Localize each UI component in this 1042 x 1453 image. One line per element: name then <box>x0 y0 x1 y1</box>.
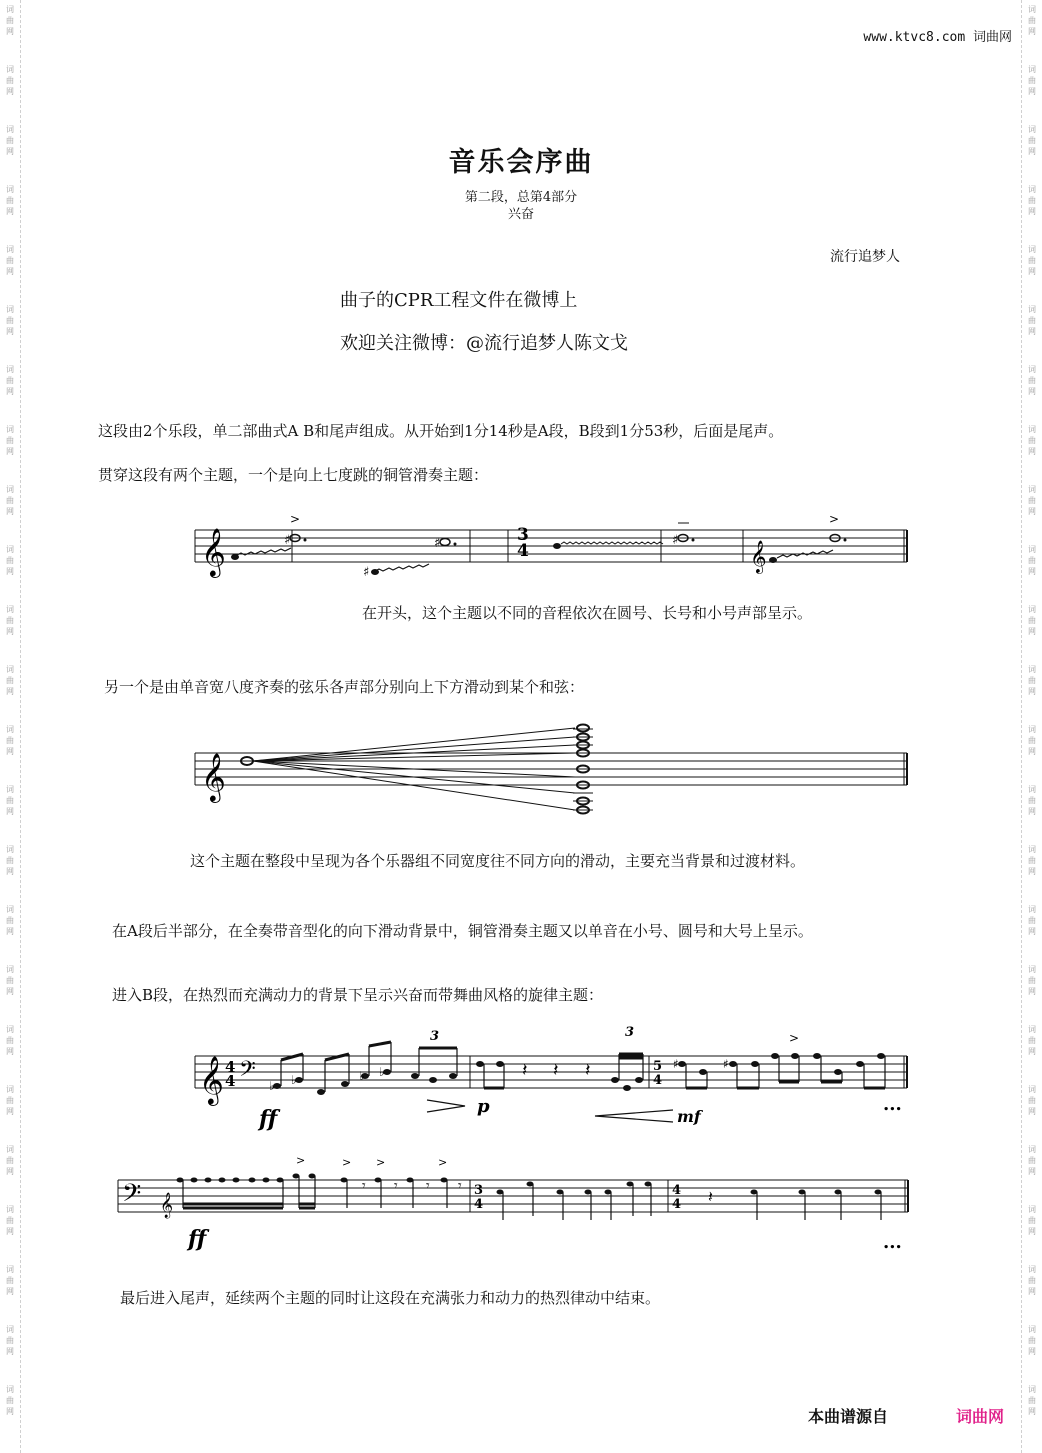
watermark-mark: 词 曲 网 <box>6 1025 14 1056</box>
watermark-mark: 词 曲 网 <box>1028 65 1036 96</box>
svg-text:𝄢: 𝄢 <box>239 1057 256 1087</box>
watermark-mark: 词 曲 网 <box>6 5 14 36</box>
svg-text:♭: ♭ <box>379 1065 385 1079</box>
watermark-mark: 词 曲 网 <box>6 1265 14 1296</box>
svg-text:>: > <box>290 512 301 526</box>
svg-text:𝄽: 𝄽 <box>522 1060 528 1081</box>
watermark-mark: 词 曲 网 <box>1028 485 1036 516</box>
score3-time-bottom: 4 <box>225 1072 236 1090</box>
intro-line-2: 欢迎关注微博：@流行追梦人陈文戈 <box>340 333 628 354</box>
watermark-mark: 词 曲 网 <box>1028 1205 1036 1236</box>
score4-time-top: 3 <box>474 1183 484 1198</box>
score4-dynamic-ff: ff <box>188 1226 207 1252</box>
watermark-mark: 词 曲 网 <box>1028 725 1036 756</box>
svg-text:♭: ♭ <box>291 1073 297 1087</box>
svg-text:♯: ♯ <box>363 565 370 580</box>
svg-text:𝄾: 𝄾 <box>394 1178 398 1194</box>
svg-text:𝄾: 𝄾 <box>362 1178 366 1194</box>
score-b-bass <box>118 1150 913 1265</box>
paragraph-4: 另一个是由单音宽八度齐奏的弦乐各声部分别向上下方滑动到某个和弦： <box>104 678 585 696</box>
svg-text:♯: ♯ <box>673 1057 679 1071</box>
watermark-mark: 词 曲 网 <box>6 785 14 816</box>
watermark-mark: 词 曲 网 <box>6 425 14 456</box>
svg-text:♯: ♯ <box>723 1057 729 1071</box>
svg-text:>: > <box>438 1156 448 1169</box>
score3-dynamic-p: p <box>477 1096 490 1117</box>
watermark-mark: 词 曲 网 <box>1028 305 1036 336</box>
svg-text:𝄽: 𝄽 <box>585 1060 591 1081</box>
watermark-mark: 词 曲 网 <box>6 1085 14 1116</box>
svg-text:>: > <box>789 1031 800 1045</box>
svg-text:𝄾: 𝄾 <box>426 1178 430 1194</box>
svg-text:𝄞: 𝄞 <box>199 1055 224 1104</box>
subtitle-mood: 兴奋 <box>507 207 534 222</box>
svg-text:𝄽: 𝄽 <box>708 1187 713 1206</box>
watermark-mark: 词 曲 网 <box>1028 425 1036 456</box>
score3-triplet-2: 3 <box>625 1025 635 1040</box>
subtitle: 第二段，总第4部分 <box>464 190 578 205</box>
score4-dots: ... <box>883 1232 902 1253</box>
footer-source-label: 本曲谱源自 <box>808 1407 889 1426</box>
watermark-mark: 词 曲 网 <box>1028 5 1036 36</box>
score3-dynamic-ff: ff <box>259 1106 278 1132</box>
paragraph-3: 在开头，这个主题以不同的音程依次在圆号、长号和小号声部呈示。 <box>362 604 813 622</box>
score3-time-top: 4 <box>225 1058 236 1076</box>
watermark-mark: 词 曲 网 <box>1028 125 1036 156</box>
watermark-mark: 词 曲 网 <box>1028 1265 1036 1296</box>
score3-time2-top: 5 <box>653 1059 663 1074</box>
watermark-mark: 词 曲 网 <box>6 1145 14 1176</box>
svg-text:>: > <box>342 1156 352 1169</box>
svg-text:>: > <box>829 512 840 526</box>
watermark-mark: 词 曲 网 <box>6 665 14 696</box>
watermark-mark: 词 曲 网 <box>1028 545 1036 576</box>
watermark-mark: 词 曲 网 <box>1028 605 1036 636</box>
svg-text:𝄾: 𝄾 <box>458 1178 462 1194</box>
svg-text:𝄢: 𝄢 <box>122 1179 142 1214</box>
score-b-theme <box>195 1020 910 1135</box>
watermark-mark: 词 曲 网 <box>6 1325 14 1356</box>
svg-text:>: > <box>376 1156 386 1169</box>
svg-text:♭: ♭ <box>359 1069 365 1083</box>
watermark-mark: 词 曲 网 <box>6 245 14 276</box>
paragraph-5: 这个主题在整段中呈现为各个乐器组不同宽度往不同方向的滑动，主要充当背景和过渡材料。 <box>190 852 806 870</box>
score3-triplet-1: 3 <box>430 1029 440 1044</box>
watermark-mark: 词 曲 网 <box>6 1205 14 1236</box>
svg-text:♯: ♯ <box>434 536 441 551</box>
score-strings-glissando <box>195 715 910 825</box>
score3-dots: ... <box>883 1094 902 1115</box>
svg-text:♯: ♯ <box>672 533 679 548</box>
watermark-mark: 词 曲 网 <box>6 605 14 636</box>
watermark-mark: 词 曲 网 <box>1028 845 1036 876</box>
svg-text:𝄞: 𝄞 <box>750 540 767 573</box>
score3-dynamic-mf: mf <box>677 1107 701 1126</box>
score4-time-bottom: 4 <box>474 1197 484 1212</box>
watermark-mark: 词 曲 网 <box>6 845 14 876</box>
svg-text:>: > <box>296 1154 306 1167</box>
watermark-mark: 词 曲 网 <box>1028 665 1036 696</box>
intro-line-1: 曲子的CPR工程文件在微博上 <box>340 290 578 311</box>
svg-text:𝄞: 𝄞 <box>201 527 226 576</box>
composer: 流行追梦人 <box>830 249 900 265</box>
watermark-mark: 词 曲 网 <box>1028 785 1036 816</box>
watermark-mark: 词 曲 网 <box>1028 1085 1036 1116</box>
watermark-mark: 词 曲 网 <box>6 305 14 336</box>
watermark-mark: 词 曲 网 <box>6 965 14 996</box>
score4-time2-top: 4 <box>672 1183 682 1198</box>
watermark-mark: 词 曲 网 <box>6 185 14 216</box>
watermark-mark: 词 曲 网 <box>1028 1385 1036 1416</box>
watermark-mark: 词 曲 网 <box>1028 245 1036 276</box>
watermark-mark: 词 曲 网 <box>6 365 14 396</box>
svg-text:𝄞: 𝄞 <box>201 752 226 801</box>
paragraph-7: 进入B段，在热烈而充满动力的背景下呈示兴奋而带舞曲风格的旋律主题： <box>112 986 604 1004</box>
watermark-mark: 词 曲 网 <box>6 905 14 936</box>
watermark-mark: 词 曲 网 <box>6 125 14 156</box>
footer-logo[interactable]: 词曲网 <box>956 1407 1005 1426</box>
score4-time2-bottom: 4 <box>672 1197 682 1212</box>
site-header[interactable]: www.ktvc8.com 词曲网 <box>863 30 1012 45</box>
score-brass-glissando <box>195 510 910 590</box>
score1-time-top: 3 <box>517 525 529 545</box>
watermark-mark: 词 曲 网 <box>6 485 14 516</box>
svg-text:𝄞: 𝄞 <box>160 1193 174 1218</box>
watermark-mark: 词 曲 网 <box>1028 905 1036 936</box>
watermark-mark: 词 曲 网 <box>6 725 14 756</box>
watermark-mark: 词 曲 网 <box>6 545 14 576</box>
watermark-mark: 词 曲 网 <box>6 1385 14 1416</box>
watermark-mark: 词 曲 网 <box>1028 1025 1036 1056</box>
score1-time-bottom: 4 <box>517 541 529 561</box>
paragraph-6: 在A段后半部分，在全奏带音型化的向下滑动背景中，铜管滑奏主题又以单音在小号、圆号和大号上呈示。 <box>112 922 813 940</box>
watermark-mark: 词 曲 网 <box>6 65 14 96</box>
paragraph-8: 最后进入尾声，延续两个主题的同时让这段在充满张力和动力的热烈律动中结束。 <box>120 1289 661 1307</box>
watermark-mark: 词 曲 网 <box>1028 365 1036 396</box>
paragraph-1: 这段由2个乐段，单二部曲式A B和尾声组成。从开始到1分14秒是A段，B段到1分53秒，后面是尾声。 <box>98 422 784 440</box>
watermark-mark: 词 曲 网 <box>1028 965 1036 996</box>
svg-text:♯: ♯ <box>284 533 291 548</box>
watermark-mark: 词 曲 网 <box>1028 185 1036 216</box>
svg-text:𝄽: 𝄽 <box>553 1060 559 1081</box>
paragraph-2: 贯穿这段有两个主题，一个是向上七度跳的铜管滑奏主题： <box>98 466 489 484</box>
score3-time2-bottom: 4 <box>653 1073 663 1088</box>
watermark-mark: 词 曲 网 <box>1028 1145 1036 1176</box>
page-title: 音乐会序曲 <box>448 147 594 178</box>
svg-text:♭: ♭ <box>269 1079 275 1093</box>
watermark-mark: 词 曲 网 <box>1028 1325 1036 1356</box>
